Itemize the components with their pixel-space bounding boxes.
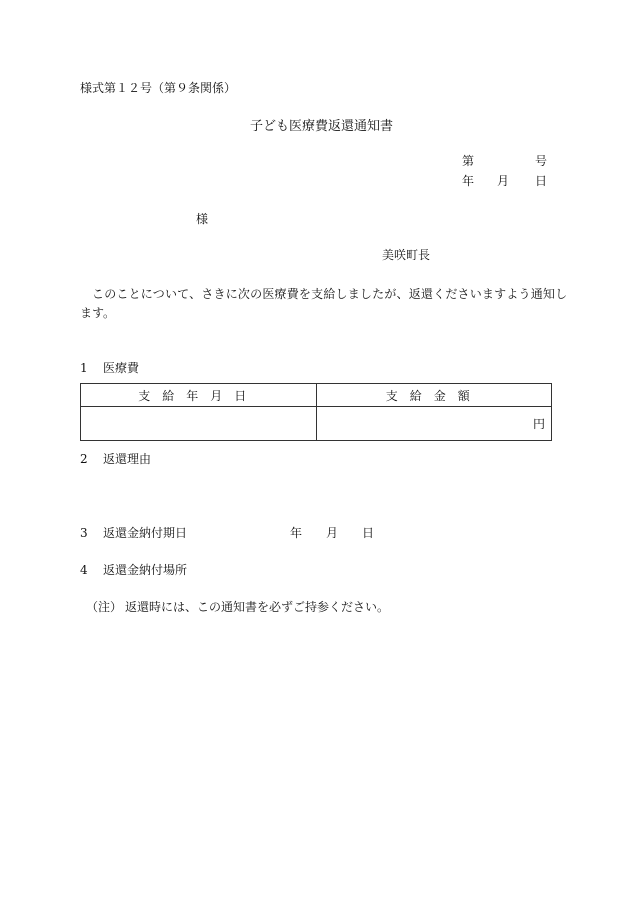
- body-line-2: ます。: [80, 306, 116, 320]
- section-2-label: 返還理由: [103, 452, 152, 466]
- payment-date-cell[interactable]: [81, 407, 317, 441]
- section-3-num: 3: [80, 526, 88, 540]
- due-day: 日: [362, 526, 375, 540]
- payment-amount-cell[interactable]: [316, 407, 552, 441]
- section-4-num: 4: [80, 563, 88, 577]
- sender: 美咲町長: [382, 248, 431, 262]
- recipient-suffix: 様: [196, 212, 209, 226]
- header-payment-date: 支給年月日: [81, 384, 317, 407]
- section-4-label: 返還金納付場所: [103, 563, 188, 577]
- form-id: 様式第１２号（第９条関係）: [80, 81, 237, 95]
- body-line-1: このことについて、さきに次の医療費を支給しましたが、返還くださいますよう通知し: [92, 287, 568, 301]
- date-year: 年: [462, 174, 475, 188]
- medical-expense-table: [80, 383, 552, 441]
- header-payment-amount: 支給金額: [316, 384, 552, 407]
- section-3-label: 返還金納付期日: [103, 526, 188, 540]
- date-day: 日: [535, 174, 548, 188]
- due-month: 月: [326, 526, 339, 540]
- note-text: 返還時には、この通知書を必ずご持参ください。: [125, 600, 390, 614]
- page-title: 子ども医療費返還通知書: [250, 119, 394, 134]
- number-suffix: 号: [535, 154, 548, 168]
- number-prefix: 第: [462, 154, 475, 168]
- yen-unit: 円: [532, 417, 545, 431]
- note-label: （注）: [86, 600, 123, 614]
- due-year: 年: [290, 526, 303, 540]
- section-2-num: 2: [80, 452, 88, 466]
- date-month: 月: [497, 174, 510, 188]
- section-1-num: 1: [80, 361, 88, 375]
- section-1-label: 医療費: [103, 361, 140, 375]
